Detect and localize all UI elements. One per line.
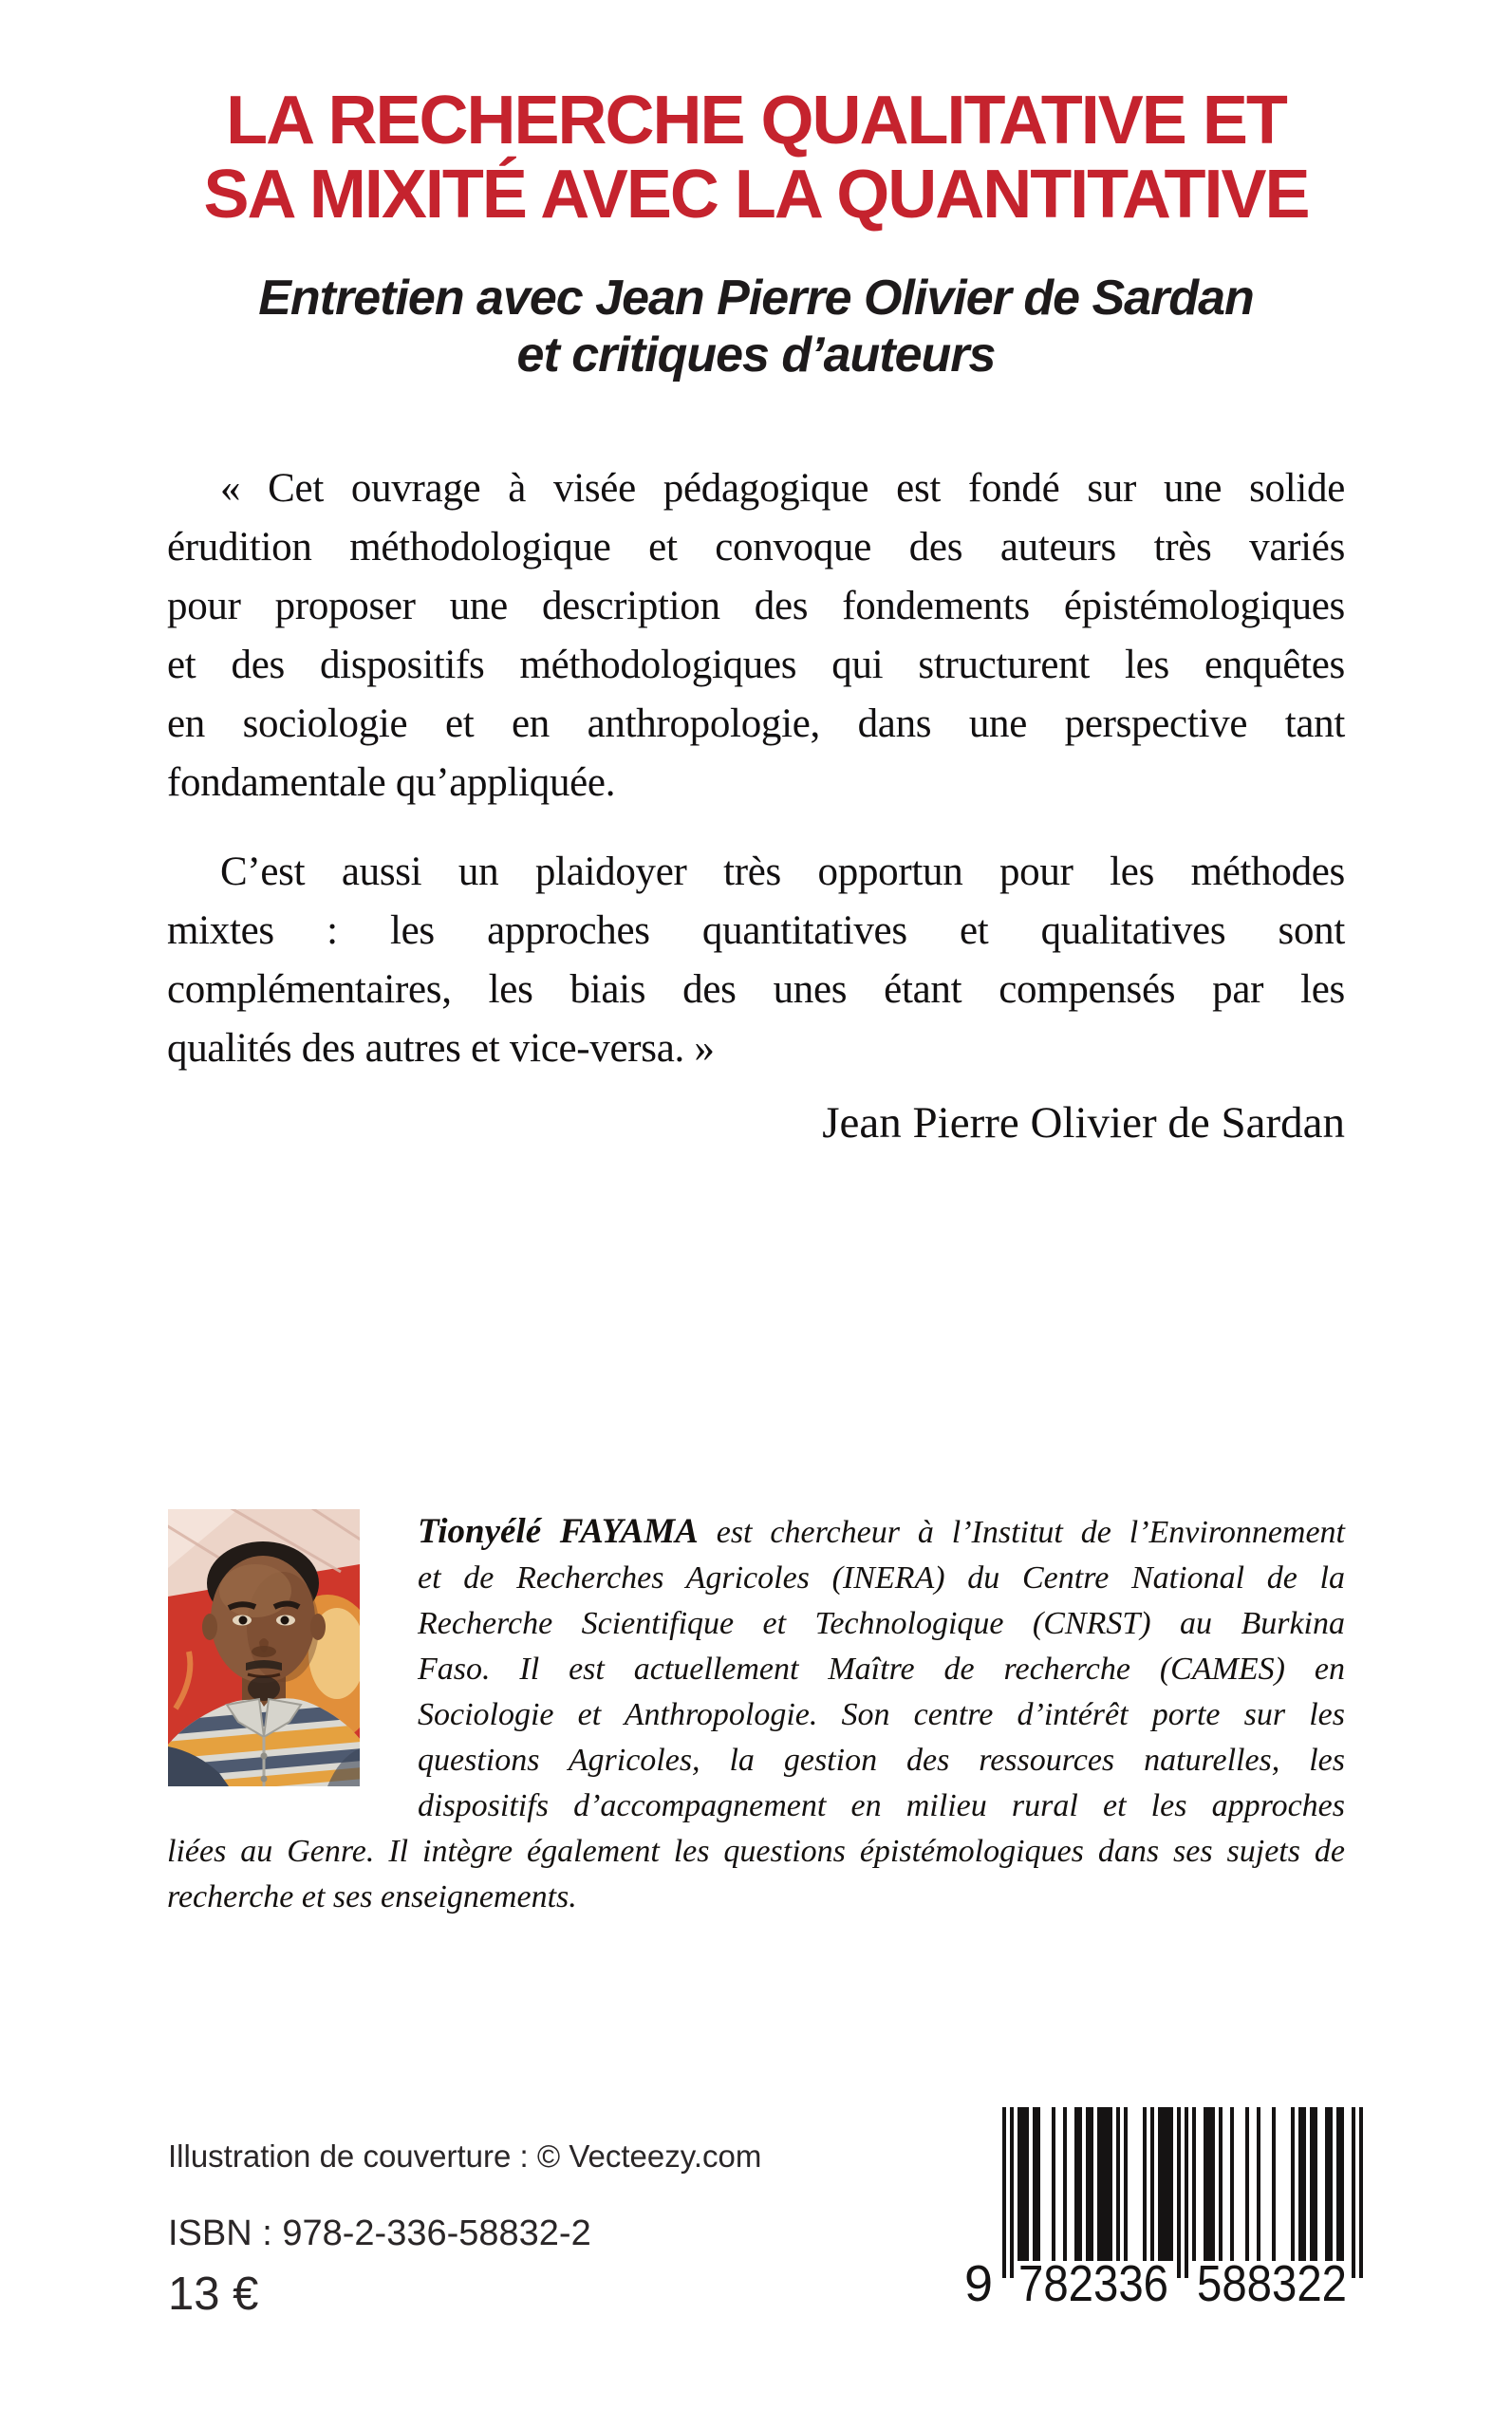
bio-line-text: est chercheur à l’Institut de l’Environnement	[698, 1515, 1345, 1550]
quote-paragraph-2	[167, 843, 1345, 1078]
book-subtitle-line2: et critiques d’auteurs	[516, 327, 996, 383]
bio-line: dispositifs d’accompagnement en milieu rural et les approches	[418, 1788, 1345, 1823]
author-name: Tionyélé FAYAMA	[418, 1512, 699, 1551]
bio-line: et de Recherches Agricoles (INERA) du Centre National de la	[418, 1560, 1345, 1596]
bio-line: Sociologie et Anthropologie. Son centre d’intérêt porte sur les	[418, 1697, 1345, 1732]
bio-line: liées au Genre. Il intègre également les questions épistémologiques dans ses sujets de	[167, 1834, 1345, 1869]
barcode-digits-group1: 782336	[1018, 2255, 1168, 2306]
price-text: 13 €	[168, 2269, 259, 2320]
quote-line: fondamentale qu’appliquée.	[167, 760, 616, 805]
author-bio-section	[167, 1502, 1345, 1920]
quote-line: « Cet ouvrage à visée pédagogique est fondé sur une solide	[220, 466, 1345, 511]
quote-line: C’est aussi un plaidoyer très opportun pour les méthodes	[220, 850, 1345, 894]
bio-line: Faso. Il est actuellement Maître de recherche (CAMES) en	[418, 1652, 1345, 1687]
barcode	[957, 2105, 1374, 2306]
quote-line: qualités des autres et vice-versa. »	[167, 1026, 715, 1071]
quote-line: érudition méthodologique et convoque des auteurs très variés	[167, 525, 1345, 570]
author-portrait-illustration	[168, 1509, 360, 1786]
book-title	[0, 84, 1512, 232]
bio-line: questions Agricoles, la gestion des ressources naturelles, les	[418, 1743, 1345, 1778]
quote-line: mixtes : les approches quantitatives et qualitatives sont	[167, 908, 1345, 953]
quote-paragraph-1	[167, 459, 1345, 812]
author-photo	[168, 1509, 360, 1786]
book-subtitle-line1: Entretien avec Jean Pierre Olivier de Sardan	[258, 271, 1254, 326]
back-cover-quote	[167, 459, 1345, 1152]
bio-line: recherche et ses enseignements.	[167, 1879, 577, 1914]
bio-line	[418, 1509, 1345, 1556]
quote-line: et des dispositifs méthodologiques qui structurent les enquêtes	[167, 643, 1345, 687]
book-subtitle	[0, 270, 1512, 383]
quote-line: complémentaires, les biais des unes étant compensés par les	[167, 967, 1345, 1012]
book-title-line2: SA MIXITÉ AVEC LA QUANTITATIVE	[203, 157, 1309, 233]
bio-line: Recherche Scientifique et Technologique (CNRST) au Burkina	[418, 1606, 1345, 1641]
quote-line: en sociologie et en anthropologie, dans une perspective tant	[167, 701, 1345, 746]
isbn-text: ISBN : 978-2-336-58832-2	[168, 2213, 591, 2253]
quote-line: pour proposer une description des fondements épistémologiques	[167, 584, 1345, 628]
ean13-barcode	[957, 2105, 1374, 2306]
barcode-digit-left: 9	[963, 2255, 993, 2306]
illustration-credit: Illustration de couverture : © Vecteezy.com	[168, 2138, 762, 2174]
barcode-digits-group2: 588322	[1197, 2255, 1347, 2306]
book-title-line1: LA RECHERCHE QUALITATIVE ET	[226, 83, 1286, 159]
quote-attribution: Jean Pierre Olivier de Sardan	[822, 1098, 1345, 1148]
